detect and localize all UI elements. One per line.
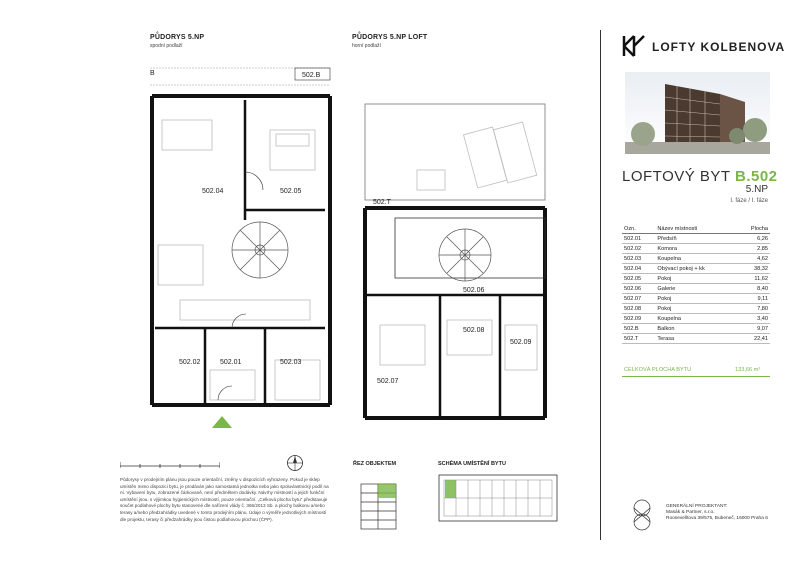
brand-logo-icon <box>622 34 646 58</box>
room-code: 502.05 <box>622 274 655 284</box>
room-name: Balkon <box>655 324 736 334</box>
room-area: 3,40 <box>737 314 770 324</box>
entrance-arrow-icon <box>212 416 232 428</box>
table-header-row <box>622 224 770 234</box>
table-row <box>622 254 770 264</box>
room-code: 502.03 <box>622 254 655 264</box>
table-row <box>622 284 770 294</box>
lower-plan-subtitle: spodní podlaží <box>150 43 183 49</box>
room-label-502-05: 502.05 <box>280 188 302 195</box>
table-row <box>622 244 770 254</box>
room-code: 502.07 <box>622 294 655 304</box>
table-row <box>622 334 770 344</box>
room-label-502-08: 502.08 <box>463 327 485 334</box>
total-area-label: CELKOVÁ PLOCHA BYTU <box>624 367 692 373</box>
lower-plan-title: PŮDORYS 5.NP <box>150 34 205 41</box>
header-room-name: Název místnosti <box>655 224 736 234</box>
disclaimer-text: Půdorysy v prodejním plánu jsou pouze orientační, změny v dispozicích vyhrazeny. Pokud je sklep umístěn mimo dispozici bytu, je prodáván jako samostatná jednotka nebo jako spoluvlastnický podíl na ní. Vybavení bytu, zobrazené čárkovaně, není předmětem dodávky. Návrhy místností a jejich funkční umístění jsou, s výjimkou hygienických místností, pouze orientační. „Celková plocha bytu“ představuje součet podlahové plochy bytu stanovené dle nařízení vlády č. 366/2013 Sb. a plochy balkonu a/nebo terasy a/nebo předzahrádky uvedené v tomto prodejním plánu. Údaje o výměře jednotlivých místností dle projektu, terasy či předzahrádky jsou čistou podlahovou plochou (ČPP). <box>120 477 329 522</box>
room-label-502-09: 502.09 <box>510 339 532 346</box>
room-area: 9,11 <box>737 294 770 304</box>
room-name: Předsíň <box>655 234 736 244</box>
room-code: 502.06 <box>622 284 655 294</box>
brand-name: LOFTY KOLBENOVA <box>652 40 786 54</box>
unit-code: B.502 <box>734 168 778 185</box>
panel-divider <box>600 30 601 540</box>
room-code: 502.T <box>622 334 655 344</box>
table-row <box>622 294 770 304</box>
unit-floor: 5.NP <box>745 184 768 195</box>
room-code: 502.01 <box>622 234 655 244</box>
room-label-502-07: 502.07 <box>377 378 399 385</box>
room-label-502-06: 502.06 <box>463 287 485 294</box>
schema-label: SCHÉMA UMÍSTĚNÍ BYTU <box>438 461 506 467</box>
table-row <box>622 314 770 324</box>
designer-block <box>666 504 796 523</box>
building-render-image <box>625 72 770 154</box>
header-area: Plocha <box>737 224 770 234</box>
room-area: 2,85 <box>737 244 770 254</box>
room-area: 8,40 <box>737 284 770 294</box>
building-section-diagram <box>356 474 406 534</box>
room-name: Pokoj <box>655 304 736 314</box>
room-code: 502.02 <box>622 244 655 254</box>
lower-floor-plan <box>140 60 340 430</box>
room-name: Galerie <box>655 284 736 294</box>
table-row <box>622 304 770 314</box>
total-area-value: 133,66 m² <box>735 367 761 373</box>
unit-title <box>622 168 778 185</box>
room-name: Koupelna <box>655 254 736 264</box>
table-row <box>622 274 770 284</box>
designer-logo-icon <box>630 498 654 532</box>
room-label-502-03: 502.03 <box>280 359 302 366</box>
room-name: Obývací pokoj + kk <box>655 264 736 274</box>
room-name: Terasa <box>655 334 736 344</box>
unit-title-prefix: LOFTOVÝ BYT <box>622 168 735 185</box>
header-code: Ozn. <box>622 224 655 234</box>
room-label-502b: 502.B <box>302 72 321 79</box>
upper-plan-subtitle: horní podlaží <box>352 43 381 49</box>
unit-phase: I. fáze / I. fáze <box>730 198 768 204</box>
room-area: 22,41 <box>737 334 770 344</box>
upper-floor-plan <box>355 100 555 430</box>
room-area: 6,26 <box>737 234 770 244</box>
room-code: 502.B <box>622 324 655 334</box>
upper-plan-title: PŮDORYS 5.NP LOFT <box>352 34 428 41</box>
room-area: 11,62 <box>737 274 770 284</box>
designer-heading: GENERÁLNÍ PROJEKTANT: <box>666 504 728 509</box>
room-label-502-02: 502.02 <box>179 359 201 366</box>
room-name: Komora <box>655 244 736 254</box>
lower-edge-b-label: B <box>150 70 155 77</box>
room-area: 9,07 <box>737 324 770 334</box>
table-row <box>622 324 770 334</box>
total-underline <box>622 376 770 377</box>
designer-company: Masák & Partner, s.r.o. <box>666 510 715 516</box>
room-area-table <box>622 224 770 344</box>
section-label: ŘEZ OBJEKTEM <box>353 461 397 467</box>
room-label-502-04: 502.04 <box>202 188 224 195</box>
room-name: Koupelna <box>655 314 736 324</box>
scale-bar-icon <box>120 460 220 470</box>
room-code: 502.09 <box>622 314 655 324</box>
compass-icon <box>286 454 304 472</box>
room-label-502t: 502.T <box>373 199 391 206</box>
table-row <box>622 264 770 274</box>
room-area: 4,62 <box>737 254 770 264</box>
designer-address: Roosevelltova 39/575, Bubeneč, 16000 Praha 6 <box>666 516 768 522</box>
room-area: 7,80 <box>737 304 770 314</box>
room-code: 502.04 <box>622 264 655 274</box>
room-name: Pokoj <box>655 274 736 284</box>
unit-location-schema <box>438 474 558 522</box>
room-name: Pokoj <box>655 294 736 304</box>
room-code: 502.08 <box>622 304 655 314</box>
room-area: 38,32 <box>737 264 770 274</box>
table-row <box>622 234 770 244</box>
room-label-502-01: 502.01 <box>220 359 242 366</box>
